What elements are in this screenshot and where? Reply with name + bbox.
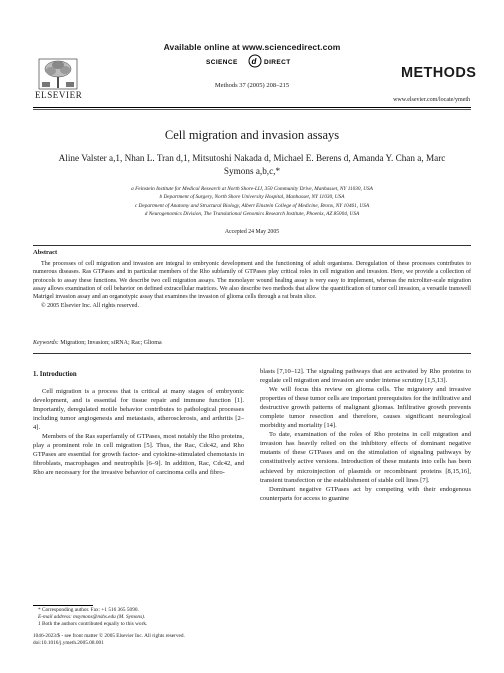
header-rule bbox=[33, 107, 471, 108]
body-paragraph: To date, examination of the roles of Rho proteins in cell migration and invasion has heavily relied on the inhibitory effects of dominant negative mutants of these GTPases and on the stimulation of signaling pathways by constitutively active versions. Introduction of these mutants into cells has been achieved by microinjection of plasmids or recombinant proteins [8,15,16], transient transfection or the establishment of stable cell lines [7]. bbox=[260, 431, 471, 484]
affiliation-c: c Department of Anatomy and Structural Biology, Albert Einstein College of Medicine, Bronx, NY 10461, USA bbox=[134, 202, 370, 209]
keywords-label: Keywords: bbox=[33, 340, 59, 346]
keywords-list: Migration; Invasion; siRNA; Rac; Glioma bbox=[60, 340, 162, 346]
body-paragraph: blasts [7,10–12]. The signaling pathways that are activated by Rho proteins to regulate cell migration and invasion are under intense scrutiny [1,5,13]. bbox=[260, 368, 471, 385]
svg-text:d: d bbox=[251, 57, 257, 66]
affiliation-a: a Feinstein Institute for Medical Research at North Shore-LIJ, 350 Community Drive, Manhasset, NY 11030, USA bbox=[131, 186, 373, 192]
issn-line: 1046-2023/$ - see front matter © 2005 Elsevier Inc. All rights reserved. bbox=[33, 633, 185, 639]
section-heading: 1. Introduction bbox=[33, 371, 77, 378]
keywords bbox=[33, 340, 162, 346]
abstract-text: The processes of cell migration and invasion are integral to embryonic development and the functioning of adult organisms. Deregulation of these processes contributes to numerous diseases. Ras GTPases and in particular members of the Rho subfamily of GTPases play critical roles in cell migration and invasion. Here, we provide a collection of protocols to assay these functions. We describe two cell migration assays. The monolayer wound healing assay is very easy to implement, whereas the microliter-scale migration assay allows examination of cell behavior on defined extracellular matrices. We also describe two methods that allow the quantification of tumor cell invasion, a versatile transwell Matrigel invasion assay and an organotypic assay that examines the invasion of glioma cells through a rat brain slice. bbox=[33, 261, 471, 301]
body-paragraph: Cell migration is a process that is critical at many stages of embryonic development, and is essential for tissue repair and immune function [1]. Importantly, deregulated motile behavior contributes to pathological processes including tumor angiogenesis and metastasis, atherosclerosis, and arthritis [2–4]. bbox=[33, 388, 244, 432]
available-online-banner: Available online at www.sciencedirect.com bbox=[163, 42, 341, 52]
footnote-corresponding: * Corresponding author. Fax: +1 516 365 5090. bbox=[38, 607, 139, 613]
affiliation-d: d Neurogenomics Division, The Translational Genomics Research Institute, Phoenix, AZ 85004, USA bbox=[144, 210, 360, 217]
abstract-heading: Abstract bbox=[33, 249, 58, 256]
issn-doi bbox=[33, 633, 253, 648]
affiliation-b: b Department of Surgery, North Shore University Hospital, Manhasset, NY 11030, USA bbox=[159, 194, 345, 201]
article-title: Cell migration and invasion assays bbox=[164, 128, 340, 142]
abstract-rule-bottom bbox=[33, 353, 471, 354]
sciencedirect-logo bbox=[204, 54, 304, 68]
journal-url[interactable]: www.elsevier.com/locate/ymeth bbox=[393, 97, 470, 103]
body-paragraph: Members of the Ras superfamily of GTPases, most notably the Rho proteins, play a prominent role in cell migration [5]. Thus, the Rac, Cdc42, and Rho GTPases are essential for growth factor- and cytokine-stimulated chemotaxis in fibroblasts, macrophages and neutrophils [6–9]. In addition, Rac, Cdc42, and Rho are necessary for the invasive behavior of carcinoma cells and fibro- bbox=[33, 433, 244, 477]
accepted-date: Accepted 24 May 2005 bbox=[224, 229, 280, 235]
svg-text:DIRECT: DIRECT bbox=[264, 59, 291, 66]
doi-line[interactable]: doi:10.1016/j.ymeth.2005.08.001 bbox=[33, 640, 104, 647]
footnote-rule bbox=[33, 605, 93, 606]
author-list: Aline Valster a,1, Nhan L. Tran d,1, Mitsutoshi Nakada d, Michael E. Berens d, Amanda Y. Chan a, Marc Symons a,b,c,* bbox=[58, 153, 446, 176]
header-rule-thin bbox=[33, 109, 471, 110]
body-paragraph: Dominant negative GTPases act by competing with their endogenous counterparts for access to guanine bbox=[260, 485, 471, 502]
footnote-email: E-mail address: msymons@nshs.edu (M. Symons). bbox=[38, 614, 146, 621]
abstract-rule-top bbox=[33, 245, 471, 246]
affiliations bbox=[40, 185, 464, 218]
abstract-body bbox=[33, 260, 471, 310]
publisher-name: ELSEVIER bbox=[35, 90, 83, 100]
journal-citation: Methods 37 (2005) 208–215 bbox=[214, 82, 290, 89]
body-column-left bbox=[33, 370, 244, 478]
footnote-equal-contribution: 1 Both the authors contributed equally to this work. bbox=[38, 621, 148, 628]
svg-text:SCIENCE: SCIENCE bbox=[206, 59, 238, 66]
body-column-right bbox=[260, 367, 471, 503]
journal-logo: METHODS bbox=[401, 65, 477, 81]
body-paragraph: We will focus this review on glioma cells. The migratory and invasive properties of these tumor cells are important prerequisites for the infiltrative and destructive growth patterns of malignant gliomas. Infiltrative growth prevents complete tumor resection and therefore, causes significant neurological morbidity and mortality [14]. bbox=[260, 386, 471, 430]
abstract-copyright: © 2005 Elsevier Inc. All rights reserved. bbox=[41, 302, 139, 309]
footnotes bbox=[33, 607, 244, 629]
